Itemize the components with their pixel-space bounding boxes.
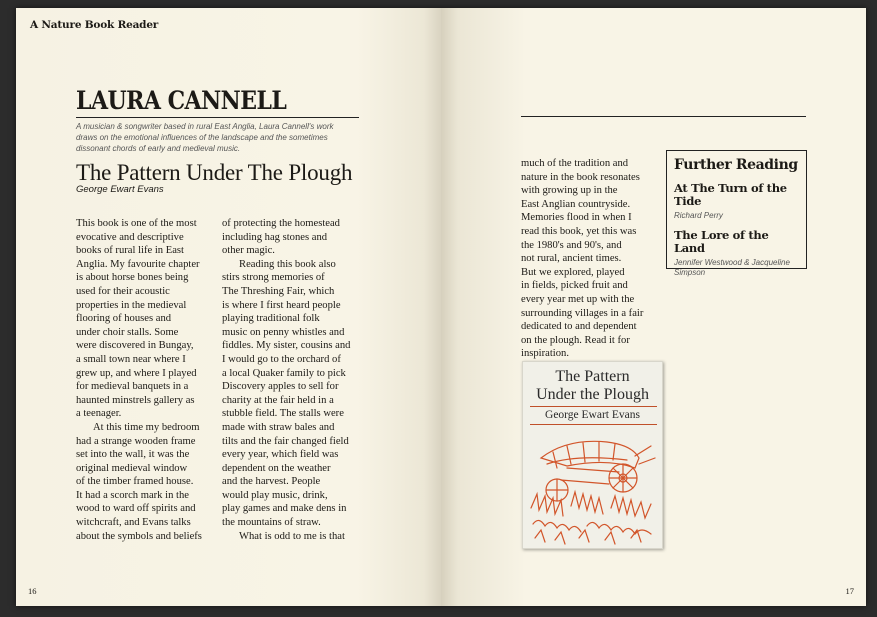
body-line: flooring of houses and [76,313,172,325]
body-line: haunted minstrels gallery as [76,394,195,406]
body-line: would play music, drink, [222,489,328,501]
further-reading-author: Richard Perry [674,211,723,220]
body-column-2 [222,217,367,543]
body-column-1 [76,217,216,543]
body-line: fiddles. My sister, cousins and [222,340,351,352]
body-line: a local Quaker family to pick [222,367,346,379]
page-number-right: 17 [845,586,854,596]
body-line: every year, which field was [222,449,339,461]
further-reading-title: At The Turn of the Tide [674,181,787,208]
body-line: a teenager. [76,408,122,420]
book-spread [16,8,866,606]
body-line: wood to ward off spirits and [76,503,196,515]
body-line: in fields, picked fruit and [521,280,628,292]
body-line: It had a scorch mark in the [76,489,189,501]
body-line: for medieval banquets in a [76,381,189,393]
body-line: about the symbols and beliefs [76,530,202,542]
body-line: books of rural life in East [76,245,184,257]
book-title: The Pattern Under The Plough [76,160,353,185]
body-line: play games and make dens in [222,503,347,515]
body-line: the mountains of straw. [222,517,321,529]
author-divider [76,117,359,118]
cover-divider [530,424,657,425]
body-line: not rural, ancient times. [521,253,622,265]
cover-title-line: The Pattern [555,368,630,385]
body-line: inspiration. [521,348,569,360]
body-line: set into the wall, it was the [76,449,190,461]
body-line: witchcraft, and Evans talks [76,517,191,529]
left-page [16,8,441,606]
body-line: What is odd to me is that [239,530,345,542]
body-line: properties in the medieval [76,299,187,311]
further-reading-box [666,150,807,277]
body-line: nature in the book resonates [521,171,640,183]
body-line: a small town near where I [76,353,186,365]
body-line: tilts and the fair changed field [222,435,349,447]
body-line: surrounding villages in a fair [521,307,644,319]
body-line: original medieval window [76,462,188,474]
body-line: with growing up in the [521,185,618,197]
author-blurb [76,121,356,154]
blurb-line: draws on the emotional influences of the landscape and the sometimes [76,133,328,142]
body-line: stubble field. The stalls were [222,408,344,420]
further-reading-heading: Further Reading [674,157,798,173]
body-line: Anglia. My favourite chapter [76,258,200,270]
body-line: dependent on the weather [222,462,331,474]
body-line: is where I first heard people [222,299,341,311]
body-line: made with straw bales and [222,421,335,433]
body-line: were discovered in Bungay, [76,340,194,352]
body-line: Reading this book also [239,258,336,270]
body-line: music on penny whistles and [222,326,345,338]
body-line: of the timber framed house. [76,476,194,488]
body-line: This book is one of the most [76,218,197,229]
body-line: had a strange wooden frame [76,435,196,447]
body-line: dedicated to and dependent [521,321,637,333]
page-number-left: 16 [28,586,37,596]
author-name: LAURA CANNELL [76,86,287,115]
blurb-line: A musician & songwriter based in rural East Anglia, Laura Cannell's work [76,122,334,131]
body-line: of protecting the homestead [222,218,340,229]
cover-divider [530,406,657,407]
body-line: on the plough. Read it for [521,334,630,346]
book-cover-image [522,361,663,549]
cover-title-line: Under the Plough [536,386,649,403]
body-line: other magic. [222,245,275,257]
further-reading-author: Jennifer Westwood & Jacqueline Simpson [674,257,790,277]
body-line: stirs strong memories of [222,272,325,284]
body-line: playing traditional folk [222,313,320,325]
body-line: including hag stones and [222,231,328,243]
body-line: But we explored, played [521,266,625,278]
body-line: charity at the fair held in a [222,394,334,406]
body-line: Discovery apples to sell for [222,381,339,393]
body-column-3 [521,157,661,361]
body-line: much of the tradition and [521,158,629,169]
body-line: Memories flood in when I [521,212,632,224]
body-line: At this time my bedroom [93,421,200,433]
further-reading-title: The Lore of the Land [674,227,769,255]
body-line: the 1980's and 90's, and [521,239,622,251]
blurb-line: dissonant chords of early and medieval music. [76,144,241,153]
body-line: used for their acoustic [76,285,170,297]
body-line: under choir stalls. Some [76,326,179,338]
body-line: every year met up with the [521,293,635,305]
body-line: The Threshing Fair, which [222,285,335,297]
body-line: I would go to the orchard of [222,353,341,365]
plough-illustration-icon [527,428,659,546]
body-line: grew up, and where I played [76,367,197,379]
body-line: and the harvest. People [222,476,321,488]
body-line: East Anglian countryside. [521,198,631,210]
body-line: is about horse bones being [76,272,189,284]
book-author: George Ewart Evans [76,184,164,195]
cover-title [523,368,662,404]
cover-author: George Ewart Evans [545,409,640,421]
running-head: A Nature Book Reader [30,19,159,31]
body-line: evocative and descriptive [76,231,184,243]
header-divider [521,116,806,117]
body-line: read this book, yet this was [521,225,637,237]
